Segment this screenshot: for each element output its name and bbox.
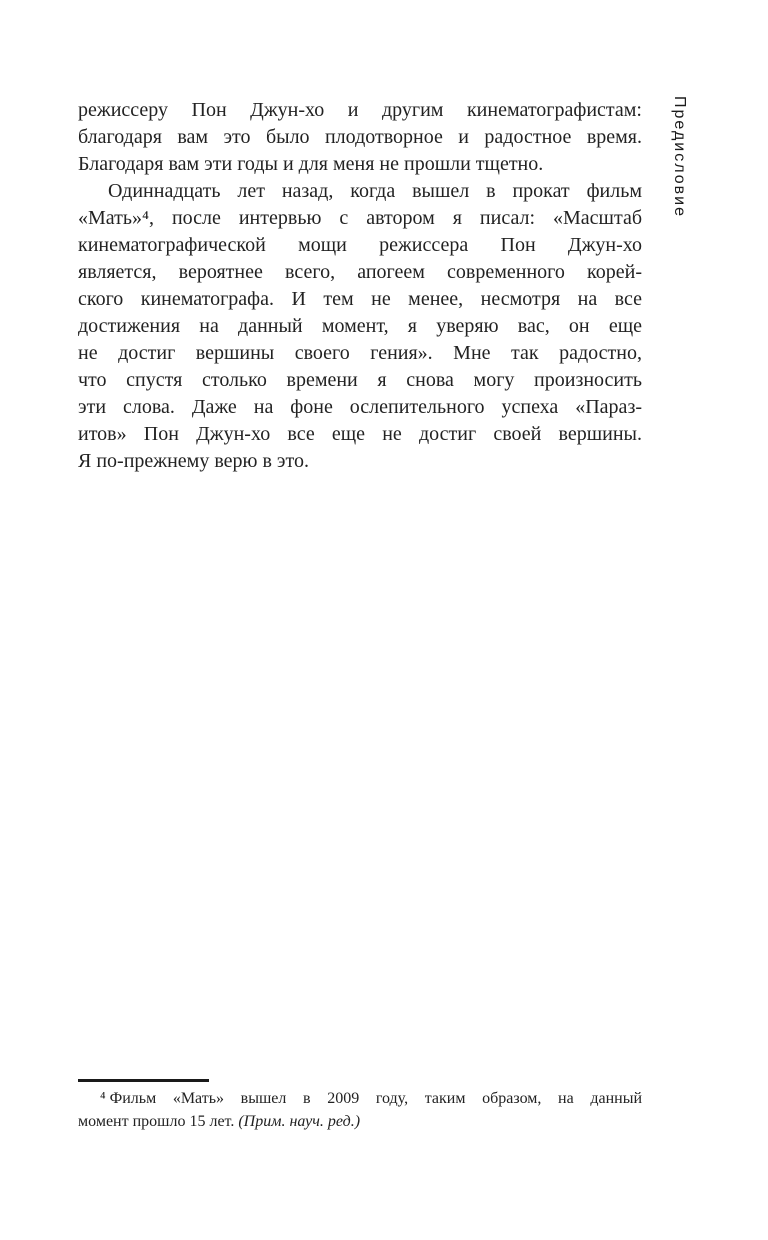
text-line: благодаря вам это было плодотворное и радостное время. bbox=[78, 126, 642, 148]
footnote-marker: ⁴ bbox=[100, 1090, 106, 1107]
text-line: Благодаря вам эти годы и для меня не прошли тщетно. bbox=[78, 153, 544, 175]
footnote-line-1 bbox=[78, 1087, 642, 1110]
footnote-block bbox=[78, 1079, 642, 1133]
text-line: режиссеру Пон Джун-хо и другим кинематографистам: bbox=[78, 99, 642, 121]
footnote-divider bbox=[78, 1079, 209, 1082]
footnote-line-2 bbox=[78, 1110, 642, 1133]
text-line: Одиннадцать лет назад, когда вышел в прокат фильм bbox=[108, 180, 642, 202]
text-line: «Мать»⁴, после интервью с автором я писал: «Масштаб bbox=[78, 207, 642, 229]
text-line: достижения на данный момент, я уверяю вас, он еще bbox=[78, 315, 642, 337]
footnote-editor-note: (Прим. науч. ред.) bbox=[238, 1113, 361, 1130]
text-line: кинематографической мощи режиссера Пон Джун-хо bbox=[78, 234, 642, 256]
footnote-text-2: момент прошло 15 лет. bbox=[78, 1113, 239, 1130]
text-line: Я по-прежнему верю в это. bbox=[78, 450, 309, 472]
main-text-block bbox=[78, 97, 642, 475]
chapter-title-vertical: Предисловие bbox=[671, 96, 688, 218]
text-line: итов» Пон Джун-хо все еще не достиг своей вершины. bbox=[78, 423, 642, 445]
footnote-text-1: Фильм «Мать» вышел в 2009 году, таким образом, на данный bbox=[109, 1090, 642, 1107]
text-line: является, вероятнее всего, апогеем современного корей- bbox=[78, 261, 642, 283]
text-line: ского кинематографа. И тем не менее, несмотря на все bbox=[78, 288, 642, 310]
text-line: эти слова. Даже на фоне ослепительного успеха «Параз- bbox=[78, 396, 642, 418]
text-line: не достиг вершины своего гения». Мне так радостно, bbox=[78, 342, 642, 364]
text-line: что спустя столько времени я снова могу произносить bbox=[78, 369, 642, 391]
